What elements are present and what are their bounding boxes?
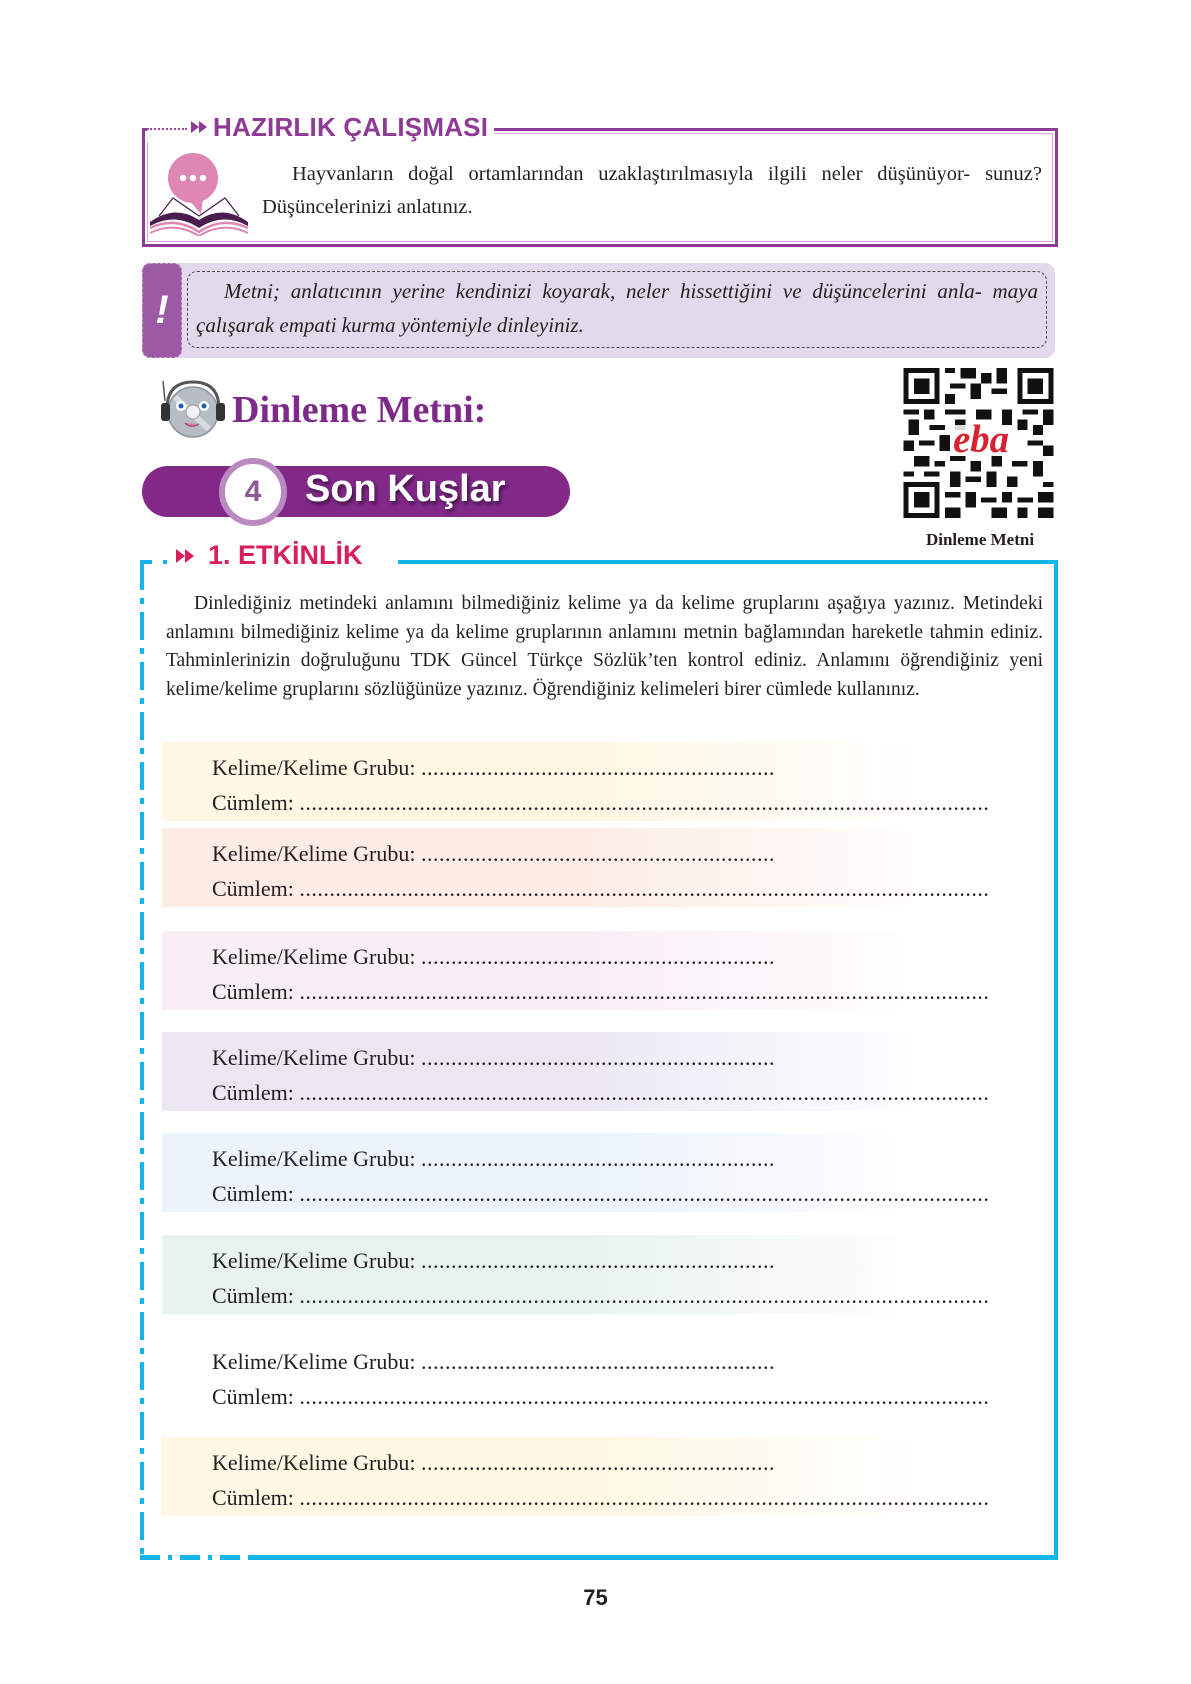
activity-border-right <box>1054 560 1058 1560</box>
word-answer-field[interactable]: ........................................................... <box>420 841 775 866</box>
word-line[interactable] <box>212 1248 775 1274</box>
text-title: Son Kuşlar <box>305 468 506 510</box>
sentence-answer-field[interactable]: ................................................................................................................... <box>299 1384 990 1409</box>
activity-border-top <box>398 560 1058 564</box>
activity-instructions <box>166 590 1043 704</box>
word-answer-field[interactable]: ........................................................... <box>420 1450 775 1475</box>
activity-border-left <box>140 562 144 1557</box>
word-line[interactable] <box>212 1349 775 1375</box>
answer-row <box>162 931 990 1010</box>
sentence-answer-field[interactable]: ................................................................................................................... <box>299 1080 990 1105</box>
word-answer-field[interactable]: ........................................................... <box>420 1045 775 1070</box>
word-label: Kelime/Kelime Grubu: <box>212 1248 416 1273</box>
answer-row <box>162 1336 990 1415</box>
sentence-line[interactable] <box>212 1181 989 1207</box>
sentence-label: Cümlem: <box>212 790 294 815</box>
preparation-title: HAZIRLIK ÇALIŞMASI <box>213 111 489 142</box>
sentence-answer-field[interactable]: ................................................................................................................... <box>299 979 990 1004</box>
sentence-answer-field[interactable]: ................................................................................................................... <box>299 876 990 901</box>
activity-border-bottom <box>248 1555 1058 1560</box>
word-label: Kelime/Kelime Grubu: <box>212 1450 416 1475</box>
word-line[interactable] <box>212 1146 775 1172</box>
word-answer-field[interactable]: ........................................................... <box>420 1349 775 1374</box>
double-arrow-icon <box>176 549 194 563</box>
answer-row <box>162 742 990 821</box>
activity-title: 1. ETKİNLİK <box>208 540 363 570</box>
activity-border-bottom-dash <box>140 1555 248 1560</box>
word-label: Kelime/Kelime Grubu: <box>212 1045 416 1070</box>
qr-code-icon[interactable] <box>902 368 1055 518</box>
sentence-line[interactable] <box>212 1080 989 1106</box>
word-line[interactable] <box>212 1045 775 1071</box>
word-label: Kelime/Kelime Grubu: <box>212 944 416 969</box>
sentence-answer-field[interactable]: ................................................................................................................... <box>299 790 990 815</box>
preparation-question <box>262 158 1042 224</box>
sentence-label: Cümlem: <box>212 1283 294 1308</box>
sentence-label: Cümlem: <box>212 876 294 901</box>
sentence-answer-field[interactable]: ................................................................................................................... <box>299 1283 990 1308</box>
word-line[interactable] <box>212 1450 775 1476</box>
sentence-line[interactable] <box>212 1384 989 1410</box>
word-line[interactable] <box>212 841 775 867</box>
note-text-content: Metni; anlatıcının yerine kendinizi koyarak, neler hissettiğini ve düşüncelerini anla- maya çalışarak empati kurma yöntemiyle dinleyiniz. <box>196 279 1038 337</box>
word-answer-field[interactable]: ........................................................... <box>420 1248 775 1273</box>
sentence-line[interactable] <box>212 979 989 1005</box>
preparation-question-text: Hayvanların doğal ortamlarından uzaklaştırılmasıyla ilgili neler düşünüyor- sunuz? Düşüncelerinizi anlatınız. <box>262 163 1042 218</box>
word-label: Kelime/Kelime Grubu: <box>212 755 416 780</box>
sentence-label: Cümlem: <box>212 1384 294 1409</box>
word-line[interactable] <box>212 755 775 781</box>
answer-row <box>162 1437 990 1516</box>
eba-logo: eba <box>953 417 1010 461</box>
activity-instructions-text: Dinlediğiniz metindeki anlamını bilmediğiniz kelime ya da kelime gruplarını aşağıya yazınız. Metindeki anlamını bilmediğiniz kelime ya da kelime gruplarının anlamını metnin bağlamından hareketle tahmin ediniz. Tahminlerinizin doğruluğunu TDK Güncel Türkçe Sözlük’ten kontrol ediniz. Anlamını öğrendiğiniz yeni kelime/kelime gruplarını sözlüğünüze yazınız. Öğrendiğiniz kelimeleri birer cümlede kullanınız. <box>166 593 1043 700</box>
answer-row <box>162 1133 990 1212</box>
answer-row <box>162 828 990 907</box>
sentence-label: Cümlem: <box>212 1181 294 1206</box>
sentence-label: Cümlem: <box>212 1485 294 1510</box>
sentence-line[interactable] <box>212 876 989 902</box>
text-number: 4 <box>244 475 262 508</box>
sentence-answer-field[interactable]: ................................................................................................................... <box>299 1485 990 1510</box>
dotted-line <box>147 128 187 130</box>
exclamation-icon: ! <box>142 263 182 358</box>
qr-caption: Dinleme Metni <box>925 530 1035 549</box>
answer-row <box>162 1032 990 1111</box>
word-answer-field[interactable]: ........................................................... <box>420 755 775 780</box>
answer-row <box>162 1235 990 1314</box>
cd-headphones-icon <box>157 379 227 439</box>
speech-bubble-book-icon <box>145 150 253 236</box>
sentence-answer-field[interactable]: ................................................................................................................... <box>299 1181 990 1206</box>
preparation-header <box>147 112 494 142</box>
listening-heading: Dinleme Metni: <box>232 389 487 431</box>
activity-header <box>176 540 373 571</box>
sentence-line[interactable] <box>212 1283 989 1309</box>
note-text <box>196 274 1038 342</box>
sentence-line[interactable] <box>212 1485 989 1511</box>
word-label: Kelime/Kelime Grubu: <box>212 1146 416 1171</box>
word-label: Kelime/Kelime Grubu: <box>212 841 416 866</box>
word-label: Kelime/Kelime Grubu: <box>212 1349 416 1374</box>
text-number-badge <box>219 458 287 526</box>
sentence-label: Cümlem: <box>212 979 294 1004</box>
word-answer-field[interactable]: ........................................................... <box>420 1146 775 1171</box>
sentence-line[interactable] <box>212 790 989 816</box>
activity-border-dot <box>163 560 167 564</box>
double-arrow-icon <box>191 121 207 133</box>
page-number: 75 <box>583 1585 608 1610</box>
sentence-label: Cümlem: <box>212 1080 294 1105</box>
word-line[interactable] <box>212 944 775 970</box>
word-answer-field[interactable]: ........................................................... <box>420 944 775 969</box>
